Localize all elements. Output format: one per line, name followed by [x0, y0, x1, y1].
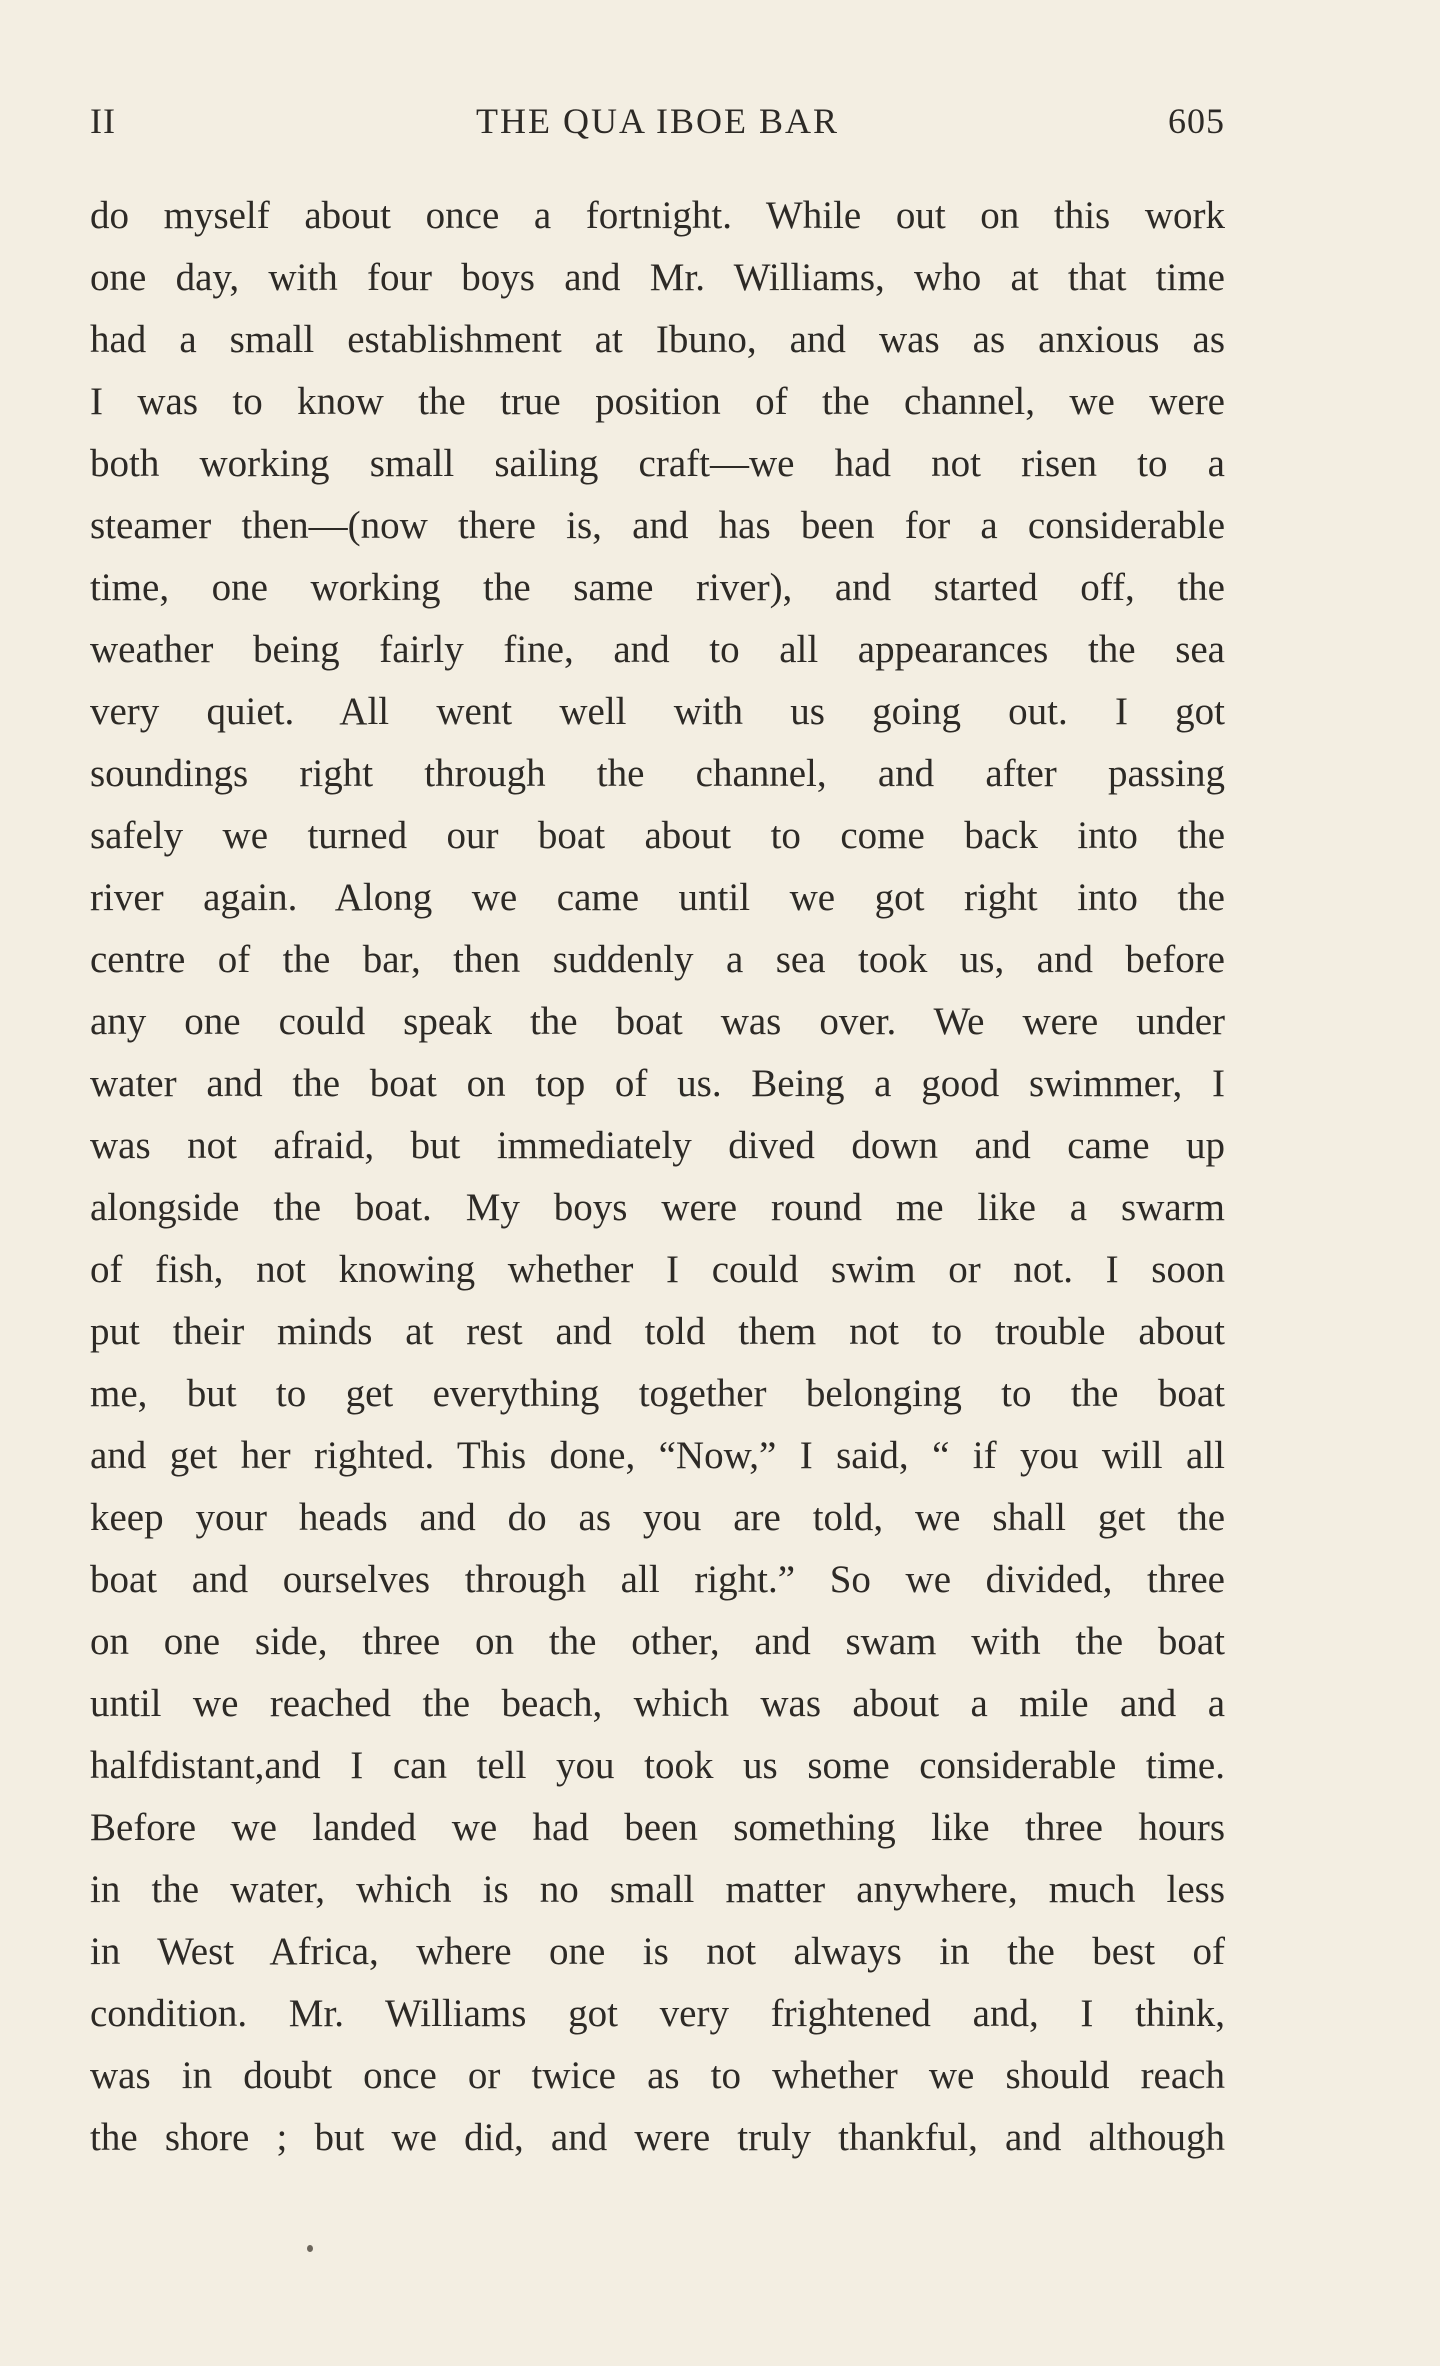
text-line-content: I was to know the true position of the channel, we were	[90, 380, 1225, 423]
text-line-content: very quiet. All went well with us going out. I got	[90, 690, 1225, 733]
text-line	[90, 1983, 1225, 2045]
text-line	[90, 2045, 1225, 2107]
text-line	[90, 1549, 1225, 1611]
text-line-content: time, one working the same river), and started off, the	[90, 566, 1225, 609]
text-line	[90, 1487, 1225, 1549]
text-line-content: put their minds at rest and told them not to trouble about	[90, 1310, 1225, 1353]
text-line	[90, 867, 1225, 929]
page-number: 605	[1168, 101, 1225, 141]
text-line-content: had a small establishment at Ibuno, and was as anxious as	[90, 318, 1225, 361]
text-line	[90, 309, 1225, 371]
text-line	[90, 247, 1225, 309]
text-line-content: and get her righted. This done, “Now,” I said, “ if you will all	[90, 1434, 1225, 1477]
text-line-content: on one side, three on the other, and swam with the boat	[90, 1620, 1225, 1663]
text-line	[90, 557, 1225, 619]
text-line	[90, 991, 1225, 1053]
text-line-content: alongside the boat. My boys were round me like a swarm	[90, 1186, 1225, 1229]
text-line	[90, 1425, 1225, 1487]
text-line	[90, 1673, 1225, 1735]
text-line	[90, 371, 1225, 433]
running-head	[90, 100, 1225, 150]
text-line	[90, 1797, 1225, 1859]
text-line-content: in the water, which is no small matter anywhere, much less	[90, 1868, 1225, 1911]
text-line-content: do myself about once a fortnight. While out on this work	[90, 194, 1225, 237]
text-line	[90, 1921, 1225, 1983]
text-line-content: of fish, not knowing whether I could swim or not. I soon	[90, 1248, 1225, 1291]
text-line	[90, 1239, 1225, 1301]
text-line-content: the shore ; but we did, and were truly thankful, and although	[90, 2116, 1225, 2159]
print-speck	[307, 2245, 313, 2252]
text-line-content: halfdistant,and I can tell you took us some considerable time.	[90, 1744, 1225, 1787]
text-line	[90, 1611, 1225, 1673]
text-line-content: Before we landed we had been something like three hours	[90, 1806, 1225, 1849]
text-line-content: both working small sailing craft—we had not risen to a	[90, 442, 1225, 485]
text-line-content: steamer then—(now there is, and has been for a considerable	[90, 504, 1225, 547]
text-line-content: condition. Mr. Williams got very frightened and, I think,	[90, 1992, 1225, 2035]
text-line	[90, 619, 1225, 681]
text-line	[90, 805, 1225, 867]
body-text	[90, 185, 1225, 2169]
text-line-content: was not afraid, but immediately dived down and came up	[90, 1124, 1225, 1167]
text-line-content: one day, with four boys and Mr. Williams, who at that time	[90, 256, 1225, 299]
text-line	[90, 1363, 1225, 1425]
text-line	[90, 1859, 1225, 1921]
text-line-content: in West Africa, where one is not always in the best of	[90, 1930, 1225, 1973]
text-line-content: was in doubt once or twice as to whether we should reach	[90, 2054, 1225, 2097]
text-line	[90, 1301, 1225, 1363]
text-line-content: water and the boat on top of us. Being a good swimmer, I	[90, 1062, 1225, 1105]
text-line	[90, 495, 1225, 557]
text-line-content: river again. Along we came until we got right into the	[90, 876, 1225, 919]
text-line-content: me, but to get everything together belonging to the boat	[90, 1372, 1225, 1415]
text-line	[90, 1115, 1225, 1177]
text-line-content: boat and ourselves through all right.” So we divided, three	[90, 1558, 1225, 1601]
text-line	[90, 185, 1225, 247]
text-line-content: until we reached the beach, which was about a mile and a	[90, 1682, 1225, 1725]
running-title: THE QUA IBOE BAR	[476, 101, 839, 141]
text-line	[90, 929, 1225, 991]
chapter-number: II	[90, 101, 116, 141]
text-line-content: any one could speak the boat was over. We were under	[90, 1000, 1225, 1043]
text-line	[90, 743, 1225, 805]
text-line-content: keep your heads and do as you are told, we shall get the	[90, 1496, 1225, 1539]
text-line-content: weather being fairly fine, and to all appearances the sea	[90, 628, 1225, 671]
text-line	[90, 1053, 1225, 1115]
text-line	[90, 433, 1225, 495]
text-line-content: safely we turned our boat about to come back into the	[90, 814, 1225, 857]
text-line	[90, 681, 1225, 743]
text-line-content: centre of the bar, then suddenly a sea took us, and before	[90, 938, 1225, 981]
text-line	[90, 1177, 1225, 1239]
text-line-content: soundings right through the channel, and after passing	[90, 752, 1225, 795]
text-line	[90, 2107, 1225, 2169]
text-line	[90, 1735, 1225, 1797]
